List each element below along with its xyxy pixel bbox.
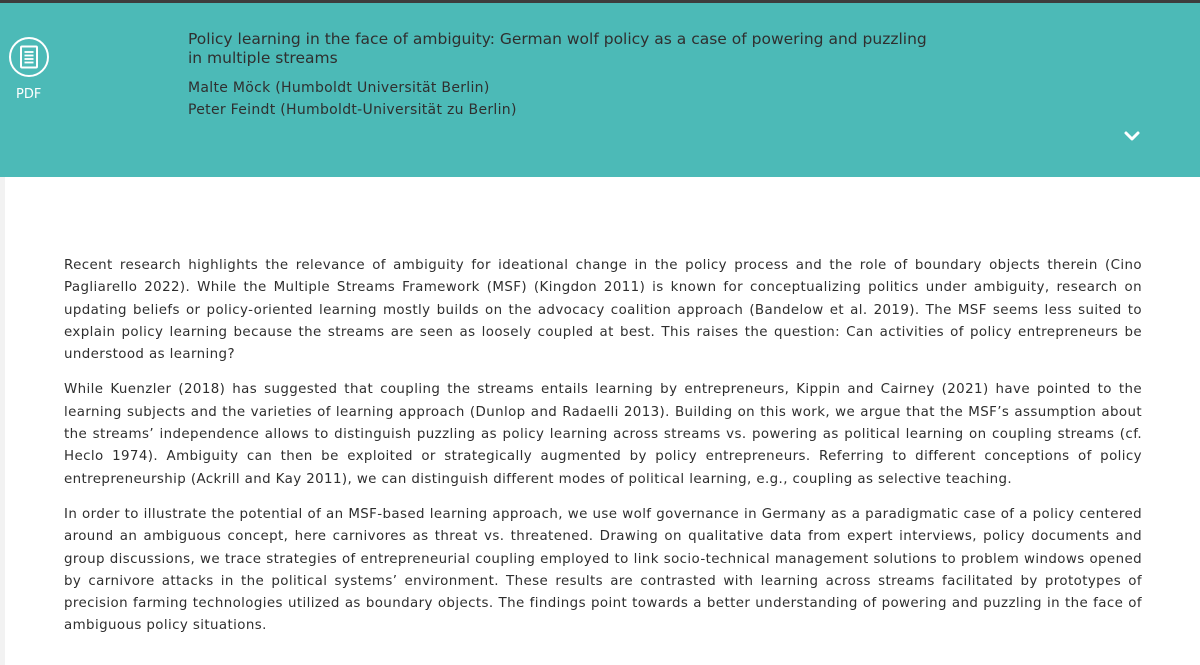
abstract-panel [5, 177, 1200, 665]
paper-title: Policy learning in the face of ambiguity: German wolf policy as a case of powering and puzzling in multiple streams [188, 30, 927, 67]
author-2: Peter Feindt (Humboldt-Universität zu Berlin) [188, 102, 517, 118]
author-list [188, 77, 928, 121]
paper-meta [188, 30, 928, 121]
abstract-paragraph-3: In order to illustrate the potential of an MSF-based learning approach, we use wolf governance in Germany as a paradigmatic case of a policy centered around an ambiguous concept, here carnivores as threat vs. threatened. Drawing on qualitative data from expert interviews, policy documents and group discussions, we trace strategies of entrepreneurial coupling employed to link socio-technical management solutions to problem windows opened by carnivore attacks in the political systems’ environment. These results are contrasted with learning across streams facilitated by prototypes of precision farming technologies utilized as boundary objects. The findings point towards a better understanding of powering and puzzling in the face of ambiguous policy situations. [64, 506, 1142, 634]
document-icon [19, 45, 39, 69]
author-1: Malte Möck (Humboldt Universität Berlin) [188, 80, 490, 96]
abstract-paragraph-2: While Kuenzler (2018) has suggested that coupling the streams entails learning by entrepreneurs, Kippin and Cairney (2021) have pointed to the learning subjects and the varieties of learning approach (Dunlop and Radaelli 2013). Building on this work, we argue that the MSF’s assumption about the streams’ independence allows to distinguish puzzling as policy learning across streams vs. powering as political learning on coupling streams (cf. Heclo 1974). Ambiguity can then be exploited or strategically augmented by policy entrepreneurs. Referring to different conceptions of policy entrepreneurship (Ackrill and Kay 2011), we can distinguish different modes of political learning, e.g., coupling as selective teaching. [64, 382, 1142, 487]
pdf-download-button[interactable] [9, 37, 49, 77]
expand-button[interactable] [1122, 129, 1142, 145]
pdf-label[interactable]: PDF [16, 87, 42, 102]
abstract-paragraph-1: Recent research highlights the relevance of ambiguity for ideational change in the policy process and the role of boundary objects therein (Cino Pagliarello 2022). While the Multiple Streams Framework (MSF) (Kingdon 2011) is known for conceptualizing politics under ambiguity, research on updating beliefs or policy-oriented learning mostly builds on the advocacy coalition approach (Bandelow et al. 2019). The MSF seems less suited to explain policy learning because the streams are seen as loosely coupled at best. This raises the question: Can activities of policy entrepreneurs be understood as learning? [64, 258, 1142, 363]
paper-header [0, 3, 1200, 177]
abstract-text [64, 255, 1142, 651]
chevron-down-icon [1122, 129, 1142, 145]
